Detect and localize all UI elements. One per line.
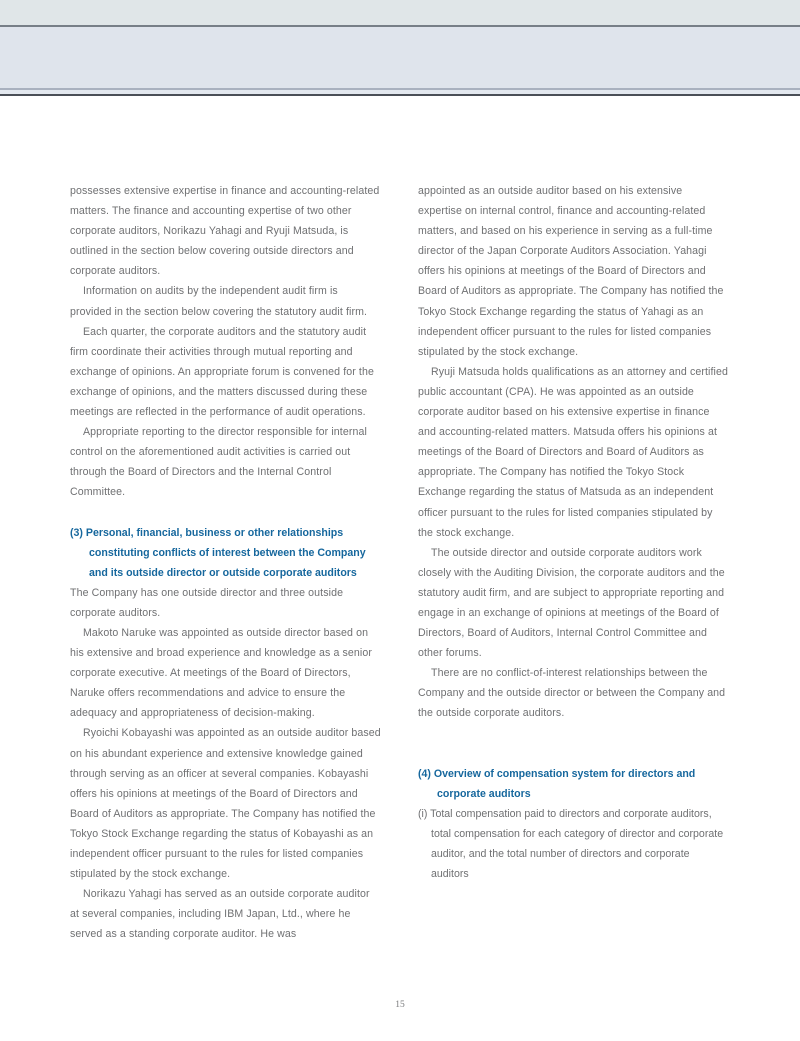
paragraph: Information on audits by the independent audit firm is provided in the section below covering the statutory audit firm. — [70, 285, 368, 318]
page-header-banner — [0, 0, 800, 97]
paragraph: Norikazu Yahagi has served as an outside corporate auditor at several companies, including IBM Japan, Ltd., where he served as a standing corporate auditor. He was — [70, 888, 370, 941]
paragraph: appointed as an outside auditor based on his extensive expertise on internal control, finance and accounting-related matters, and based on his experience in serving as a full-time director of the Japan Corporate Auditors Association. Yahagi offers his opinions at meetings of the Board of Directors and Board of Auditors as appropriate. The Company has notified the Tokyo Stock Exchange regarding the status of Yahagi as an independent officer pursuant to the rules for listed companies stipulated by the stock exchange. — [418, 185, 724, 358]
paragraph: There are no conflict-of-interest relationships between the Company and the outside director or between the Company and the outside corporate auditors. — [418, 667, 726, 720]
page-number: 15 — [395, 1000, 405, 1010]
section-heading-4: (4) Overview of compensation system for directors and corporate auditors — [418, 767, 696, 800]
header-rule-bottom — [0, 94, 800, 96]
list-item: (i) Total compensation paid to directors and corporate auditors, total compensation for each category of director and corporate auditor, and the total number of directors and corporate auditors — [418, 807, 724, 880]
paragraph: Ryuji Matsuda holds qualifications as an attorney and certified public accountant (CPA). He was appointed as an outside corporate auditor based on his extensive expertise in finance and accounting-related matters. Matsuda offers his opinions at meetings of the Board of Directors and Board of Auditors as appropriate. The Company has notified the Tokyo Stock Exchange regarding the status of Matsuda as an independent officer pursuant to the rules for listed companies stipulated by the stock exchange. — [418, 365, 728, 539]
paragraph: The Company has one outside director and three outside corporate auditors. — [70, 586, 344, 619]
left-column — [70, 181, 381, 944]
spacer — [418, 724, 729, 764]
paragraph: possesses extensive expertise in finance and accounting-related matters. The finance and accounting expertise of two other corporate auditors, Norikazu Yahagi and Ryuji Matsuda, is outlined in the section below covering outside directors and corporate auditors. — [70, 185, 380, 278]
section-heading-3: (3) Personal, financial, business or other relationships constituting conflicts of interest between the Company and its outside director or outside corporate auditors — [70, 526, 366, 579]
two-column-body — [70, 181, 730, 944]
header-band-main — [0, 27, 800, 88]
paragraph: The outside director and outside corporate auditors work closely with the Auditing Division, the corporate auditors and the statutory audit firm, and are subject to appropriate reporting and engage in an exchange of opinions at meetings of the Board of Directors, Board of Auditors, Internal Control Committee and other forums. — [418, 546, 725, 660]
right-column — [418, 181, 729, 884]
paragraph: Ryoichi Kobayashi was appointed as an outside auditor based on his abundant experience and extensive knowledge gained through serving as an officer at several companies. Kobayashi offers his opinions at meetings of the Board of Directors and Board of Auditors as appropriate. The Company has notified the Tokyo Stock Exchange regarding the status of Kobayashi as an independent officer pursuant to the rules for listed companies stipulated by the stock exchange. — [70, 727, 381, 881]
paragraph: Appropriate reporting to the director responsible for internal control on the aforementioned audit activities is carried out through the Board of Directors and the Internal Control Committee. — [70, 426, 367, 499]
header-band-top — [0, 0, 800, 25]
spacer — [70, 503, 381, 523]
paragraph: Makoto Naruke was appointed as outside director based on his extensive and broad experience and knowledge as a senior corporate executive. At meetings of the Board of Directors, Naruke offers recommendations and advice to ensure the adequacy and appropriateness of decision-making. — [70, 626, 373, 720]
paragraph: Each quarter, the corporate auditors and the statutory audit firm coordinate their activities through mutual reporting and exchange of opinions. An appropriate forum is convened for the exchange of opinions, and the matters discussed during these meetings are reflected in the performance of audit operations. — [70, 325, 374, 419]
